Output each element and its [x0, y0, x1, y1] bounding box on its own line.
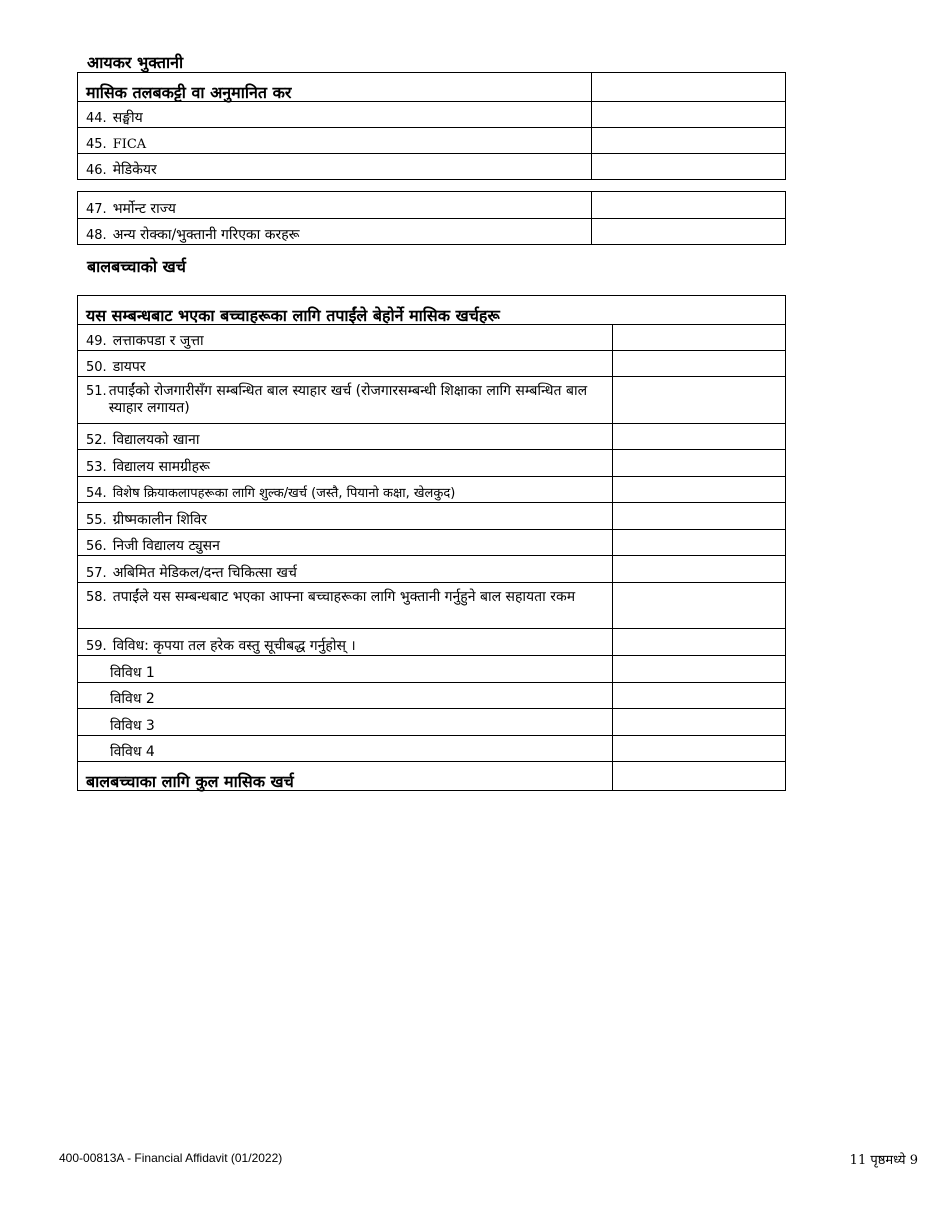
- table-row: [78, 683, 786, 709]
- row-label: भर्मोन्ट राज्य: [112, 201, 176, 217]
- total-row: [78, 762, 786, 791]
- amount-cell[interactable]: [613, 503, 786, 530]
- page-number: 11 पृष्ठमध्ये 9: [849, 1153, 918, 1168]
- table-row: [78, 219, 786, 245]
- table-row: [78, 656, 786, 683]
- table-row: [78, 192, 786, 219]
- line-number: 58.: [86, 590, 107, 605]
- table-row: [78, 154, 786, 180]
- amount-cell[interactable]: [592, 219, 786, 245]
- child-table-header: यस सम्बन्धबाट भएका बच्चाहरूका लागि तपाईंले बेहोर्ने मासिक खर्चहरू: [78, 296, 786, 325]
- line-number: 59.: [86, 639, 107, 654]
- amount-cell[interactable]: [613, 683, 786, 709]
- table-row: [78, 530, 786, 556]
- table-row: [78, 325, 786, 351]
- table-row: [78, 477, 786, 503]
- amount-cell[interactable]: [613, 450, 786, 477]
- table-row: [78, 424, 786, 450]
- total-amount-cell[interactable]: [613, 762, 786, 791]
- tax-withholding-table: [77, 72, 786, 180]
- amount-cell[interactable]: [613, 377, 786, 424]
- child-expenses-table: [77, 295, 786, 791]
- table-row: [78, 556, 786, 583]
- line-number: 44.: [86, 111, 107, 126]
- line-number: 47.: [86, 202, 107, 217]
- table-row: [78, 503, 786, 530]
- amount-cell[interactable]: [592, 128, 786, 154]
- amount-cell[interactable]: [592, 192, 786, 219]
- state-tax-table: [77, 191, 786, 245]
- line-number: 46.: [86, 163, 107, 178]
- misc-item-label: विविध 3: [78, 709, 613, 736]
- line-number: 48.: [86, 228, 107, 243]
- amount-cell[interactable]: [613, 709, 786, 736]
- line-number: 56.: [86, 539, 107, 554]
- amount-cell[interactable]: [613, 325, 786, 351]
- tax-table-header: मासिक तलबकट्टी वा अनुमानित कर: [78, 73, 592, 102]
- amount-cell[interactable]: [613, 424, 786, 450]
- row-label: विविध: कृपया तल हरेक वस्तु सूचीबद्ध गर्नुहोस् ।: [112, 638, 356, 654]
- row-label: डायपर: [112, 359, 146, 375]
- table-row: [78, 351, 786, 377]
- row-label: विद्यालयको खाना: [112, 432, 200, 448]
- row-label: FICA: [112, 137, 147, 152]
- line-number: 55.: [86, 513, 107, 528]
- row-label: अबिमित मेडिकल/दन्त चिकित्सा खर्च: [112, 565, 297, 581]
- amount-cell[interactable]: [613, 736, 786, 762]
- amount-cell[interactable]: [613, 477, 786, 503]
- table-row: [78, 450, 786, 477]
- table-row: [78, 102, 786, 128]
- misc-item-label: विविध 2: [78, 683, 613, 709]
- table-row: [78, 709, 786, 736]
- table-row: [78, 583, 786, 629]
- row-label: विद्यालय सामग्रीहरू: [112, 459, 210, 475]
- amount-cell[interactable]: [613, 583, 786, 629]
- row-label: तपाईंले यस सम्बन्धबाट भएका आफ्ना बच्चाहरूका लागि भुक्तानी गर्नुहुने बाल सहायता रकम: [112, 589, 576, 605]
- amount-cell[interactable]: [613, 556, 786, 583]
- amount-cell[interactable]: [613, 351, 786, 377]
- line-number: 45.: [86, 137, 107, 152]
- child-expenses-heading: बालबच्चाको खर्च: [87, 257, 186, 276]
- amount-cell[interactable]: [613, 530, 786, 556]
- line-number: 52.: [86, 433, 107, 448]
- table-row: [78, 128, 786, 154]
- row-label: निजी विद्यालय ट्युसन: [112, 538, 220, 554]
- line-number: 53.: [86, 460, 107, 475]
- row-label: लत्ताकपडा र जुत्ता: [112, 333, 204, 349]
- total-label: बालबच्चाका लागि कुल मासिक खर्च: [78, 762, 613, 791]
- table-row: [78, 629, 786, 656]
- amount-cell[interactable]: [592, 102, 786, 128]
- row-label: सङ्घीय: [112, 110, 143, 126]
- row-label: अन्य रोक्का/भुक्तानी गरिएका करहरू: [112, 227, 300, 243]
- row-label: ग्रीष्मकालीन शिविर: [112, 512, 208, 528]
- line-number: 51.: [86, 384, 107, 399]
- line-number: 57.: [86, 566, 107, 581]
- table-header-row: [78, 296, 786, 325]
- row-label: मेडिकेयर: [112, 162, 157, 178]
- line-number: 50.: [86, 360, 107, 375]
- row-label: विशेष क्रियाकलापहरूका लागि शुल्क/खर्च (जस्तै, पियानो कक्षा, खेलकुद): [112, 486, 456, 501]
- amount-cell[interactable]: [613, 629, 786, 656]
- line-number: 54.: [86, 486, 107, 501]
- income-tax-heading: आयकर भुक्तानी: [87, 53, 184, 72]
- amount-cell[interactable]: [592, 154, 786, 180]
- line-number: 49.: [86, 334, 107, 349]
- misc-item-label: विविध 4: [78, 736, 613, 762]
- table-header-row: [78, 73, 786, 102]
- table-row: [78, 377, 786, 424]
- amount-cell[interactable]: [592, 73, 786, 102]
- amount-cell[interactable]: [613, 656, 786, 683]
- form-id: 400-00813A - Financial Affidavit (01/2022): [59, 1151, 283, 1165]
- table-row: [78, 736, 786, 762]
- misc-item-label: विविध 1: [78, 656, 613, 683]
- row-label: तपाईंको रोजगारीसँग सम्बन्धित बाल स्याहार खर्च (रोजगारसम्बन्धी शिक्षाका लागि सम्बन्धित बाल स्याहार लगायत): [108, 383, 588, 416]
